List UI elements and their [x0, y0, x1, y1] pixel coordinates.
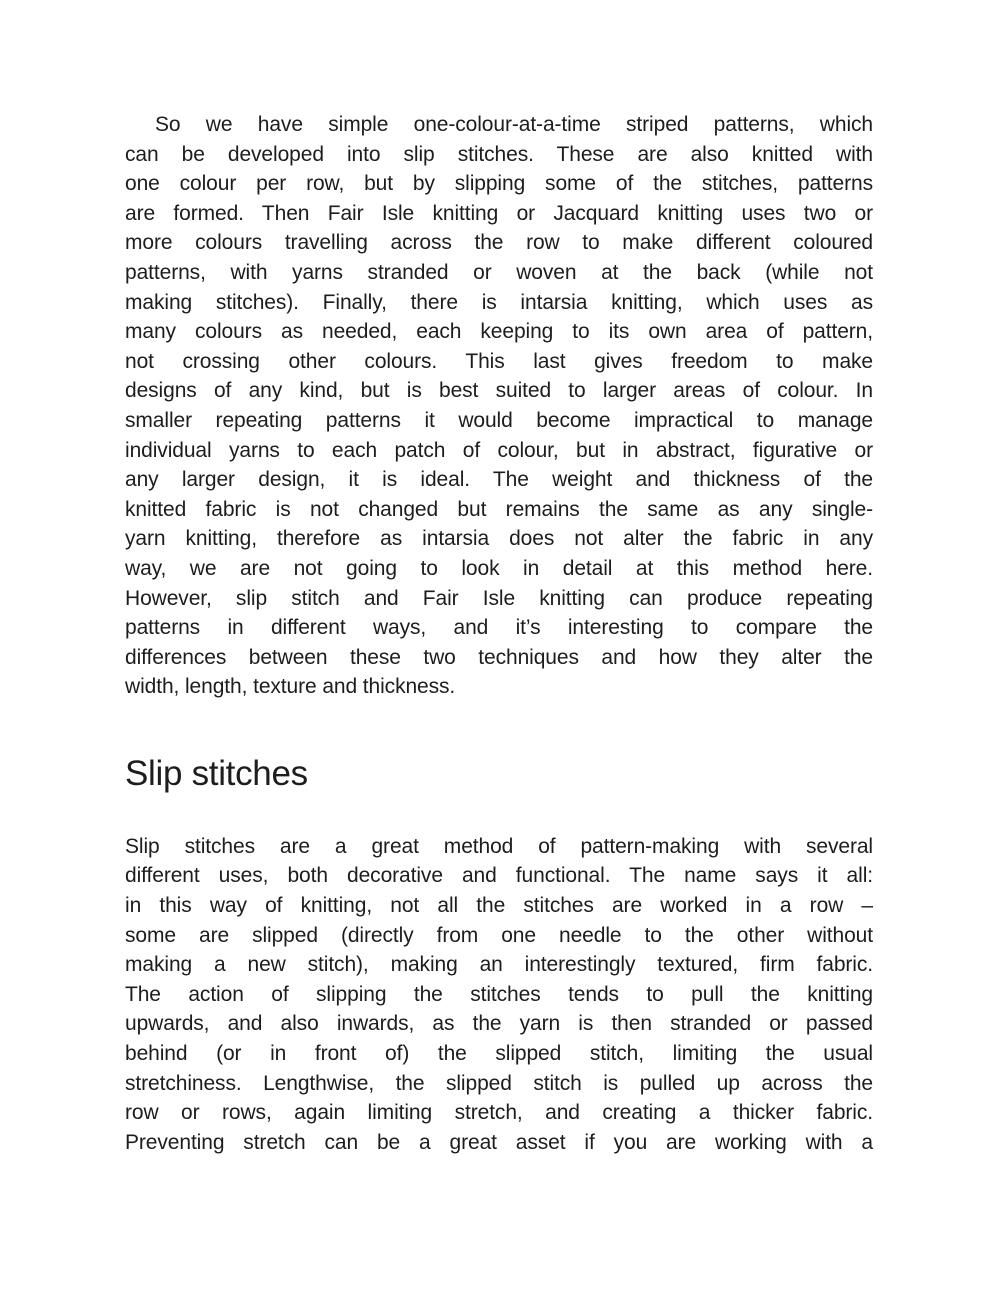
- text-line: smaller repeating patterns it would become impractical to manage: [125, 408, 873, 432]
- text-line: different uses, both decorative and functional. The name says it all:: [125, 864, 873, 888]
- text-line: some are slipped (directly from one needle to the other without: [125, 923, 873, 947]
- text-line: designs of any kind, but is best suited to larger areas of colour. In: [125, 379, 873, 403]
- text-line: patterns in different ways, and it’s interesting to compare the: [125, 616, 873, 640]
- text-line: making stitches). Finally, there is intarsia knitting, which uses as: [125, 290, 873, 314]
- text-line: differences between these two techniques and how they alter the: [125, 645, 873, 669]
- text-line: yarn knitting, therefore as intarsia does not alter the fabric in any: [125, 527, 873, 551]
- text-line: behind (or in front of) the slipped stitch, limiting the usual: [125, 1042, 873, 1066]
- text-line: any larger design, it is ideal. The weight and thickness of the: [125, 468, 873, 492]
- section-heading: Slip stitches: [125, 753, 308, 793]
- text-line: can be developed into slip stitches. These are also knitted with: [125, 142, 873, 166]
- intro-paragraph: [125, 110, 873, 702]
- text-line: in this way of knitting, not all the stitches are worked in a row –: [125, 894, 873, 918]
- text-line: row or rows, again limiting stretch, and creating a thicker fabric.: [125, 1101, 873, 1125]
- text-line: knitted fabric is not changed but remains the same as any single-: [125, 497, 873, 521]
- text-line: way, we are not going to look in detail at this method here.: [125, 556, 873, 580]
- text-line: The action of slipping the stitches tends to pull the knitting: [125, 982, 873, 1006]
- text-line: many colours as needed, each keeping to its own area of pattern,: [125, 320, 873, 344]
- text-line: stretchiness. Lengthwise, the slipped stitch is pulled up across the: [125, 1071, 873, 1095]
- text-line: not crossing other colours. This last gives freedom to make: [125, 349, 873, 373]
- text-line: So we have simple one-colour-at-a-time striped patterns, which: [155, 113, 873, 136]
- text-line: upwards, and also inwards, as the yarn is then stranded or passed: [125, 1012, 873, 1036]
- slip-stitches-paragraph: [125, 832, 873, 1158]
- text-line: Slip stitches are a great method of pattern-making with several: [125, 834, 873, 858]
- text-line: individual yarns to each patch of colour, but in abstract, figurative or: [125, 438, 873, 462]
- text-line: width, length, texture and thickness.: [125, 675, 456, 699]
- text-line: However, slip stitch and Fair Isle knitting can produce repeating: [125, 586, 873, 610]
- text-line: making a new stitch), making an interestingly textured, firm fabric.: [125, 953, 873, 977]
- text-line: Preventing stretch can be a great asset if you are working with a: [125, 1130, 873, 1154]
- text-line: are formed. Then Fair Isle knitting or Jacquard knitting uses two or: [125, 201, 873, 225]
- text-line: one colour per row, but by slipping some of the stitches, patterns: [125, 172, 873, 196]
- text-line: patterns, with yarns stranded or woven at the back (while not: [125, 260, 873, 284]
- text-line: more colours travelling across the row to make different coloured: [125, 231, 873, 255]
